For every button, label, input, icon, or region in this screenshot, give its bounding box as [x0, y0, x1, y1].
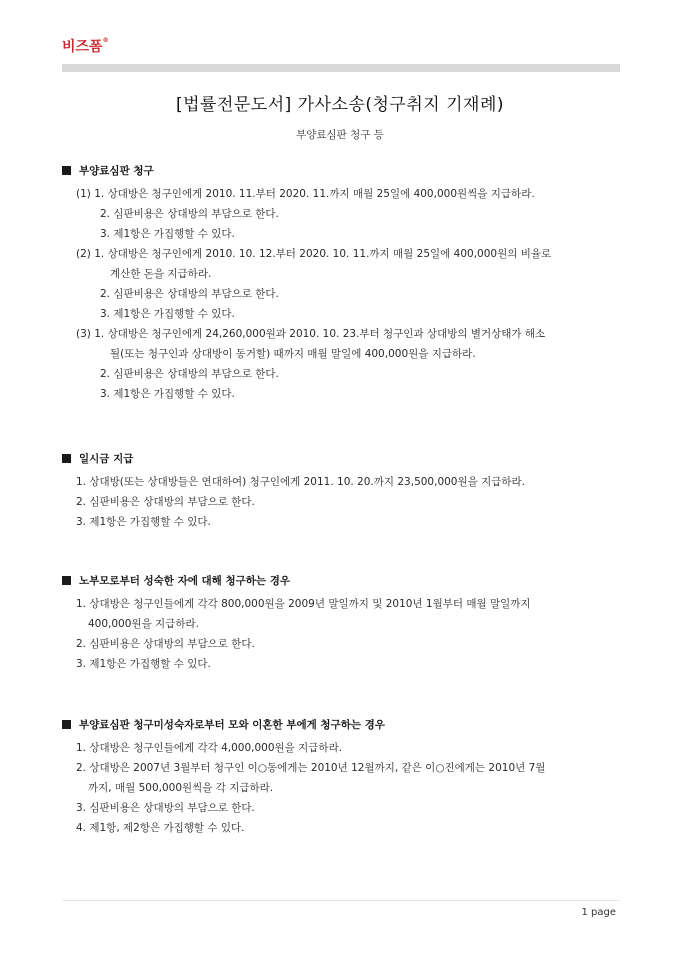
list-item-continuation: 400,000원을 지급하라.	[88, 618, 199, 630]
section-heading: 노부모로부터 성숙한 자에 대해 청구하는 경우	[62, 572, 622, 590]
list-item: 2. 심판비용은 상대방의 부담으로 한다.	[76, 496, 255, 508]
list-item: 3. 제1항은 가집행할 수 있다.	[100, 308, 235, 320]
section-lump-sum	[62, 450, 622, 532]
registered-mark: ®	[102, 37, 109, 44]
page-number: 1 page	[581, 907, 616, 918]
section-heading: 부양료심판 청구	[62, 162, 622, 180]
square-bullet-icon	[62, 166, 71, 175]
list-item-continuation: 계산한 돈을 지급하라.	[110, 268, 212, 280]
square-bullet-icon	[62, 454, 71, 463]
document-subtitle: 부양료심판 청구 등	[296, 129, 384, 141]
section-heading: 일시금 지급	[62, 450, 622, 468]
list-item: 3. 제1항은 가집행할 수 있다.	[100, 228, 235, 240]
list-item: (2) 1. 상대방은 청구인에게 2010. 10. 12.부터 2020. 10. 11.까지 매월 25일에 400,000원의 비율로	[76, 248, 552, 260]
square-bullet-icon	[62, 576, 71, 585]
document-title: [법률전문도서] 가사소송(청구취지 기재례)	[175, 95, 504, 115]
list-item: 2. 상대방은 2007년 3월부터 청구인 이○동에게는 2010년 12월까지, 같은 이○진에게는 2010년 7월	[76, 762, 546, 774]
square-bullet-icon	[62, 720, 71, 729]
list-item: 2. 심판비용은 상대방의 부담으로 한다.	[100, 368, 279, 380]
list-item: (1) 1. 상대방은 청구인에게 2010. 11.부터 2020. 11.까지 매월 25일에 400,000원씩을 지급하라.	[76, 188, 535, 200]
list-item: 1. 상대방은 청구인들에게 각각 800,000원을 2009년 말일까지 및 2010년 1월부터 매월 말일까지	[76, 598, 531, 610]
brand-logo-text: 비즈폼	[62, 39, 103, 55]
section-minor-to-father	[62, 716, 622, 838]
list-item: 3. 제1항은 가집행할 수 있다.	[76, 658, 211, 670]
list-item: 1. 상대방은 청구인들에게 각각 4,000,000원을 지급하라.	[76, 742, 343, 754]
section-elderly-parents	[62, 572, 622, 674]
list-item: (3) 1. 상대방은 청구인에게 24,260,000원과 2010. 10. 23.부터 청구인과 상대방의 별거상태가 해소	[76, 328, 546, 340]
list-item: 3. 제1항은 가집행할 수 있다.	[100, 388, 235, 400]
list-item: 2. 심판비용은 상대방의 부담으로 한다.	[100, 208, 279, 220]
list-item: 3. 심판비용은 상대방의 부담으로 한다.	[76, 802, 255, 814]
list-item: 2. 심판비용은 상대방의 부담으로 한다.	[100, 288, 279, 300]
list-item-continuation: 까지, 매월 500,000원씩을 각 지급하라.	[88, 782, 274, 794]
brand-logo	[62, 36, 109, 56]
list-item-continuation: 될(또는 청구인과 상대방이 동거할) 때까지 매월 말일에 400,000원을 지급하라.	[110, 348, 476, 360]
list-item: 1. 상대방(또는 상대방들은 연대하여) 청구인에게 2011. 10. 20.까지 23,500,000원을 지급하라.	[76, 476, 526, 488]
footer-rule	[62, 900, 620, 901]
list-item: 2. 심판비용은 상대방의 부담으로 한다.	[76, 638, 255, 650]
header-rule	[62, 64, 620, 72]
list-item: 3. 제1항은 가집행할 수 있다.	[76, 516, 211, 528]
list-item: 4. 제1항, 제2항은 가집행할 수 있다.	[76, 822, 245, 834]
section-heading: 부양료심판 청구미성숙자로부터 모와 이혼한 부에게 청구하는 경우	[62, 716, 622, 734]
section-alimony-claim	[62, 162, 622, 404]
